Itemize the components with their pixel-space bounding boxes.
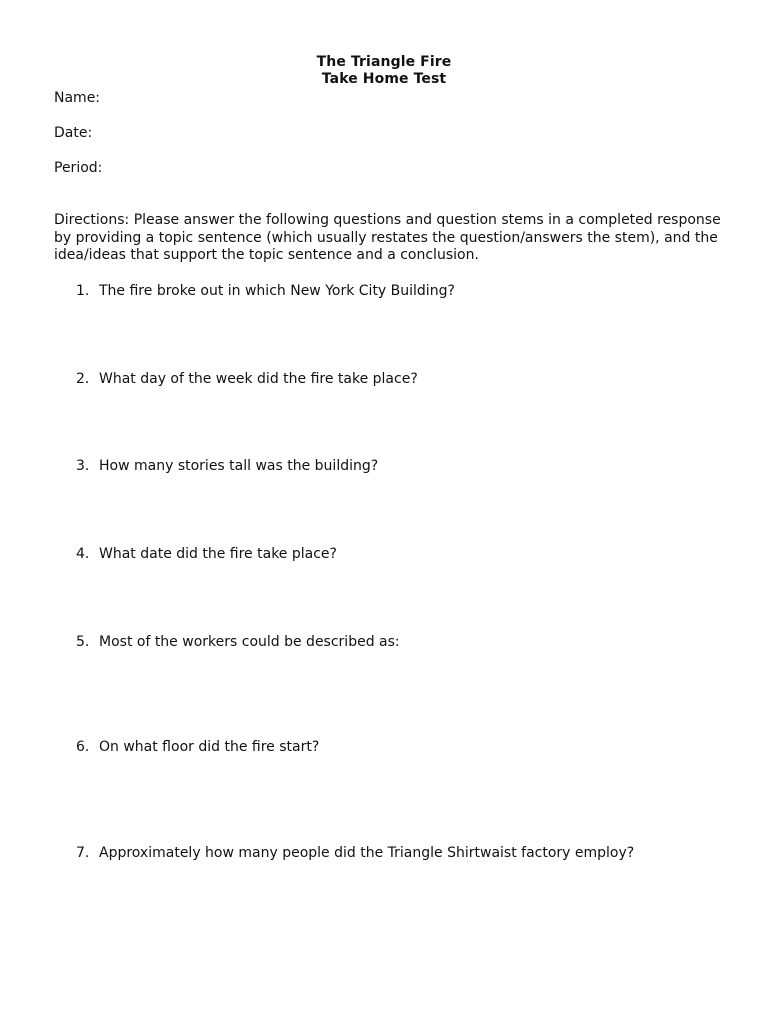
question-text: What date did the fire take place? [99,546,337,562]
document-subtitle: Take Home Test [321,71,447,87]
question-text: What day of the week did the fire take place? [99,371,418,387]
question-text: On what floor did the fire start? [99,739,320,755]
question-item [76,458,378,474]
question-number: 6. [76,739,90,755]
question-number: 5. [76,634,90,650]
question-item [76,739,319,755]
question-number: 3. [76,458,90,474]
question-number: 7. [76,845,90,861]
question-item [76,845,634,861]
question-item [76,634,400,650]
question-item [76,546,337,562]
question-text: Approximately how many people did the Triangle Shirtwaist factory employ? [99,845,635,861]
name-label: Name: [54,90,101,106]
directions-paragraph: Directions: Please answer the following questions and question stems in a completed response by providing a topic sentence (which usually restates the question/answers the stem), and the idea/ideas that support the topic sentence and a conclusion. [54,212,721,263]
question-item [76,371,418,387]
document-title: The Triangle Fire [316,54,452,70]
question-text: Most of the workers could be described as: [99,634,400,650]
question-text: How many stories tall was the building? [99,458,379,474]
question-number: 4. [76,546,90,562]
question-text: The fire broke out in which New York City Building? [99,283,455,299]
question-number: 1. [76,283,90,299]
date-label: Date: [54,125,93,141]
question-item [76,283,455,299]
period-label: Period: [54,160,103,176]
question-number: 2. [76,371,90,387]
